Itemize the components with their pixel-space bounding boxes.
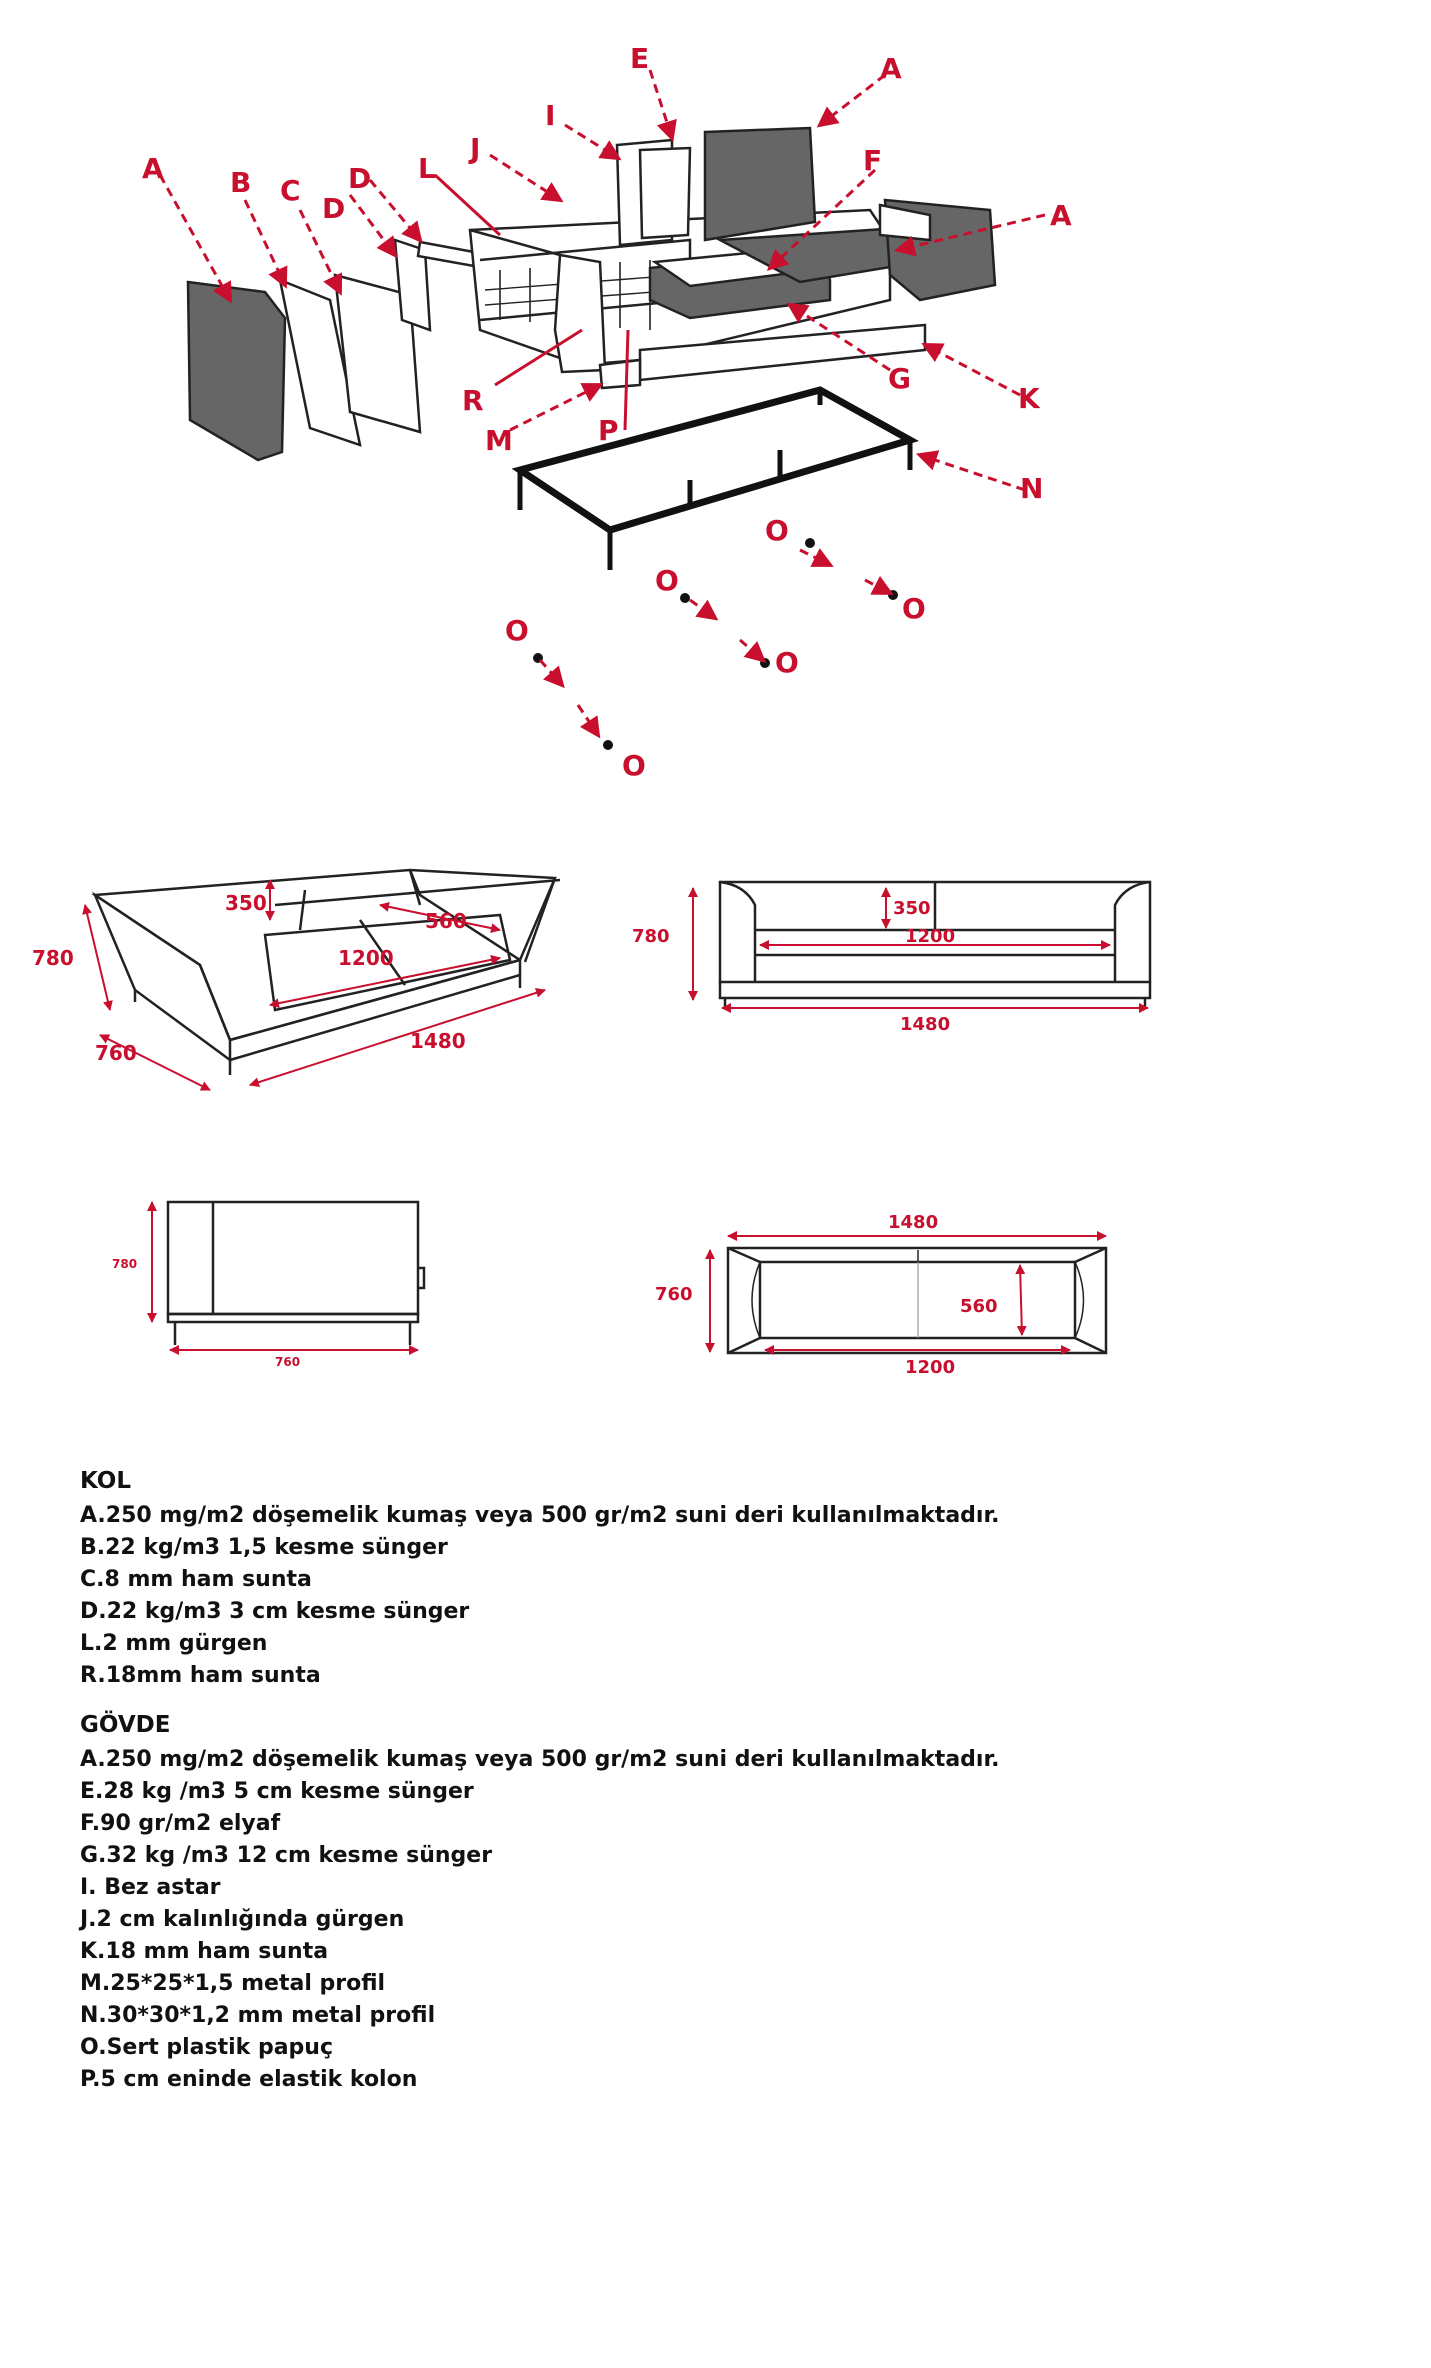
persp-seat-depth-label: 560 [425,909,467,933]
front-dim-labels [632,898,955,1035]
govde-item: O.Sert plastik papuç [80,2035,333,2060]
persp-seat-width-label: 1200 [338,946,394,970]
callout-n: N [1020,472,1044,505]
govde-heading: GÖVDE [80,1712,171,1738]
callout-o-5: O [505,614,529,647]
front-rail [600,360,640,388]
callout-a-left: A [142,152,164,185]
foot-dot [888,590,898,600]
callout-o-6: O [622,749,646,782]
kol-item: A.250 mg/m2 döşemelik kumaş veya 500 gr/m2 suni deri kullanılmaktadır. [80,1503,1000,1528]
persp-height-label: 780 [32,946,74,970]
kol-item: B.22 kg/m3 1,5 kesme sünger [80,1535,448,1560]
govde-list [80,1744,1280,2096]
top-width-label: 1480 [888,1212,939,1233]
side-height-label: 780 [112,1257,138,1271]
callout-o-1: O [765,514,789,547]
callout-i: I [545,99,556,132]
govde-item: P.5 cm eninde elastik kolon [80,2067,418,2092]
side-depth-label: 760 [275,1355,301,1369]
callout-a-right: A [1050,199,1072,232]
persp-width-label: 1480 [410,1029,466,1053]
callout-d-1: D [348,162,372,195]
kol-item: C.8 mm ham sunta [80,1567,312,1592]
kol-item: D.22 kg/m3 3 cm kesme sünger [80,1599,470,1624]
specifications [80,1468,1280,2096]
exploded-view [188,128,995,750]
kol-item: L.2 mm gürgen [80,1631,268,1656]
callout-j: J [470,132,481,165]
callout-arrows [160,70,1045,735]
callout-g: G [888,362,911,395]
back-lining-i [640,148,690,238]
callout-c: C [280,174,301,207]
foot-dot [680,593,690,603]
foot-dot [760,658,770,668]
top-depth-label: 760 [655,1284,693,1305]
govde-item: A.250 mg/m2 döşemelik kumaş veya 500 gr/m2 suni deri kullanılmaktadır. [80,1747,1000,1772]
callout-a-top: A [880,52,902,85]
govde-item: M.25*25*1,5 metal profil [80,1971,386,1996]
govde-item: E.28 kg /m3 5 cm kesme sünger [80,1779,474,1804]
callout-l: L [418,152,436,185]
front-height-label: 780 [632,926,670,947]
govde-item: G.32 kg /m3 12 cm kesme sünger [80,1843,493,1868]
kol-list [80,1500,1280,1692]
perspective-dims [85,880,545,1090]
kol-heading: KOL [80,1468,131,1494]
callout-b: B [230,166,252,199]
front-width-label: 1480 [900,1014,951,1035]
govde-item: F.90 gr/m2 elyaf [80,1811,281,1836]
left-arm-structure [555,255,605,372]
govde-item: K.18 mm ham sunta [80,1939,329,1964]
callout-r: R [462,384,484,417]
side-view [168,1202,424,1345]
front-seat-width-label: 1200 [905,926,956,947]
callout-p: P [598,414,619,447]
persp-depth-label: 760 [95,1041,137,1065]
foot-dot [603,740,613,750]
kol-item: R.18mm ham sunta [80,1663,321,1688]
back-cushion-a [705,128,815,240]
govde-item: N.30*30*1,2 mm metal profil [80,2003,436,2028]
callout-o-4: O [775,646,799,679]
callout-k: K [1018,382,1040,415]
callout-o-3: O [655,564,679,597]
persp-back-label: 350 [225,891,267,915]
govde-item: I. Bez astar [80,1875,221,1900]
callout-f: F [863,144,883,177]
metal-base-n [520,390,910,570]
callout-d-2: D [322,192,346,225]
left-arm-fabric-panel [188,282,285,460]
front-back-label: 350 [893,898,931,919]
govde-item: J.2 cm kalınlığında gürgen [80,1907,405,1932]
side-dims [152,1202,418,1350]
top-dims [710,1236,1106,1352]
callout-e: E [630,42,650,75]
top-seat-width-label: 1200 [905,1357,956,1378]
perspective-view [95,870,560,1075]
foot-dot [805,538,815,548]
top-view [728,1248,1106,1353]
top-seat-depth-label: 560 [960,1296,998,1317]
callout-o-2: O [902,592,926,625]
callout-m: M [485,424,513,457]
